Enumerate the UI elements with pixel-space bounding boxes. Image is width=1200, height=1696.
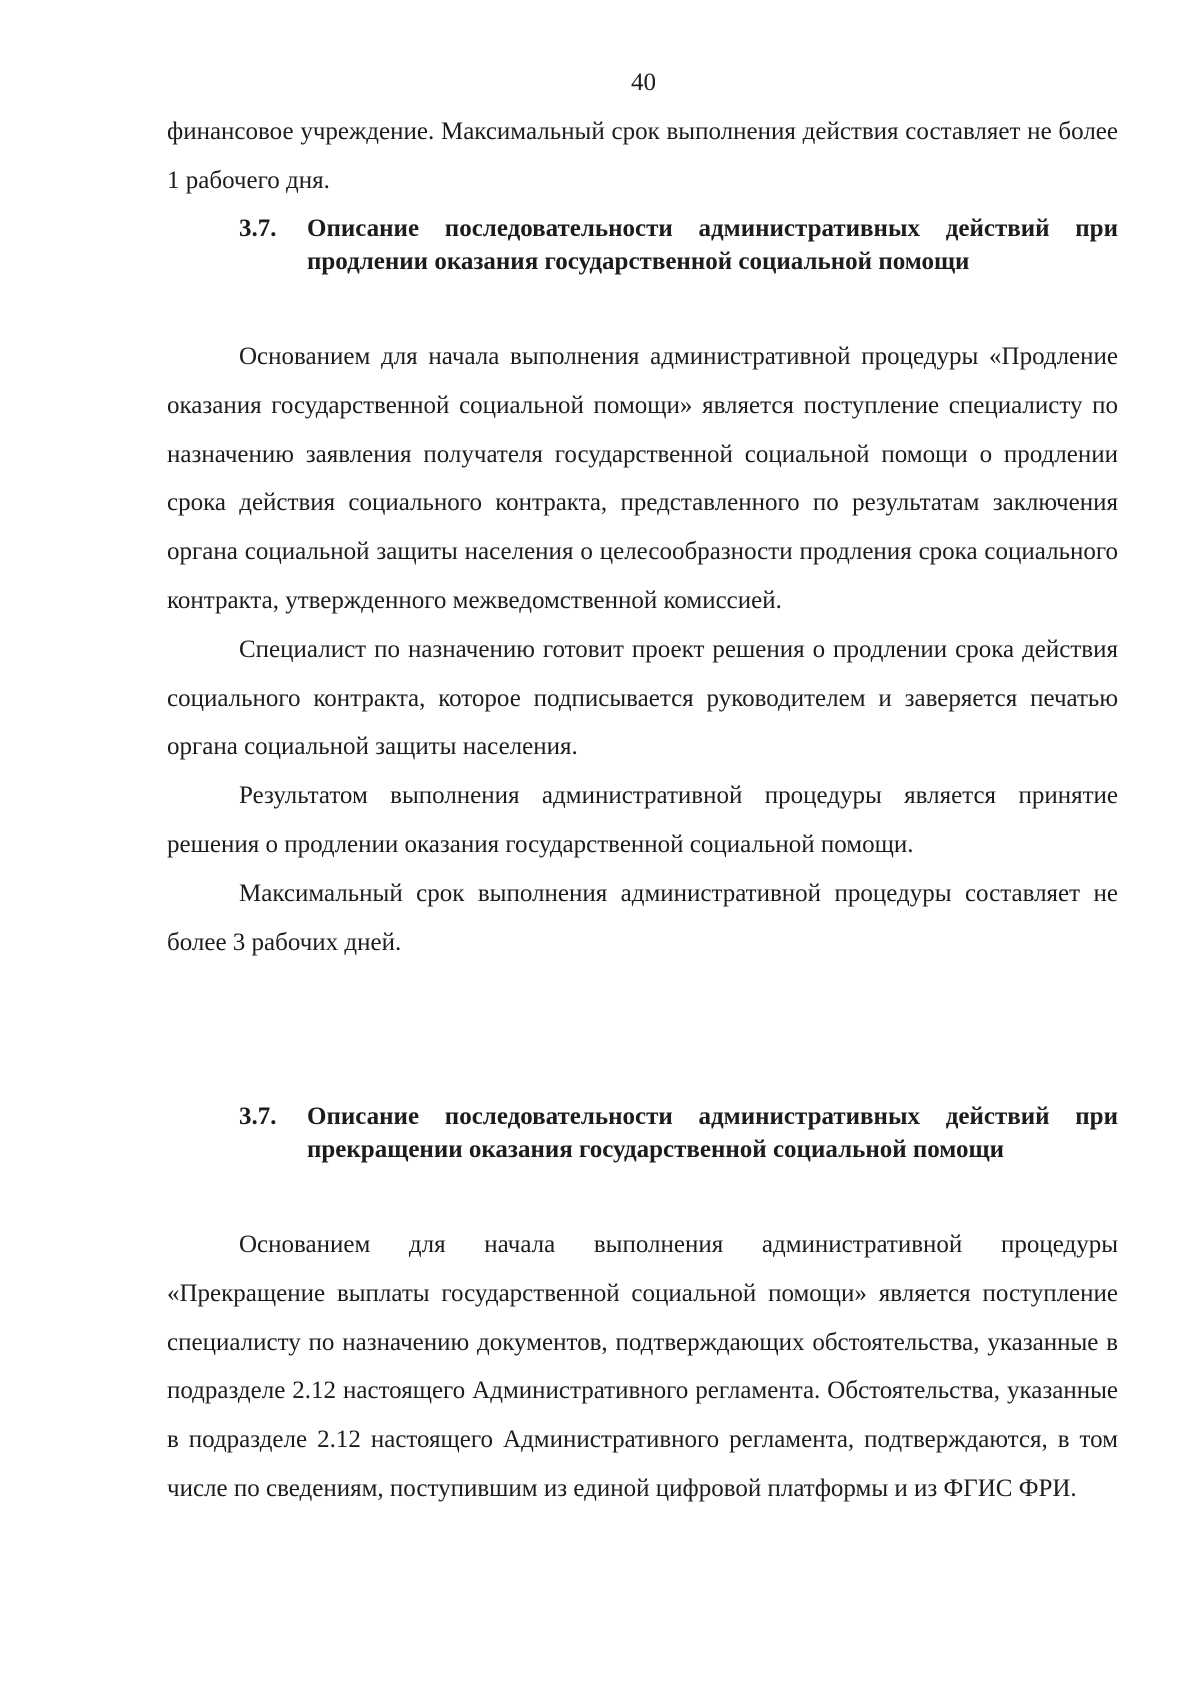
section-number: 3.7. xyxy=(239,215,277,242)
body-paragraph: Основанием для начала выполнения административной процедуры «Продление оказания государственной социальной помощи» является поступление специалисту по назначению заявления получателя государственной социальной помощи о продлении срока действия социального контракта, представленного по результатам заключения органа социальной защиты населения о целесообразности продления срока социального контракта, утвержденного межведомственной комиссией. xyxy=(167,343,1118,614)
section-heading-extension xyxy=(167,213,1118,278)
page-number: 40 xyxy=(631,69,656,96)
body-paragraph: Результатом выполнения административной процедуры является принятие решения о продлении оказания государственной социальной помощи. xyxy=(167,782,1118,858)
section-body-extension xyxy=(167,333,1118,967)
section-heading-termination xyxy=(167,1101,1118,1166)
section-number: 3.7. xyxy=(239,1103,277,1130)
body-paragraph: Максимальный срок выполнения административной процедуры составляет не более 3 рабочих дней. xyxy=(167,879,1118,956)
body-paragraph: Основанием для начала выполнения административной процедуры «Прекращение выплаты государственной социальной помощи» является поступление специалисту по назначению документов, подтверждающих обстоятельства, указанные в подразделе 2.12 настоящего Административного регламента. Обстоятельства, указанные в подразделе 2.12 настоящего Административного регламента, подтверждаются, в том числе по сведениям, поступившим из единой цифровой платформы и из ФГИС ФРИ. xyxy=(167,1231,1118,1502)
continuation-block xyxy=(167,108,1118,206)
section-body-termination xyxy=(167,1221,1118,1514)
body-paragraph: Специалист по назначению готовит проект решения о продлении срока действия социального контракта, которое подписывается руководителем и заверяется печатью органа социальной защиты населения. xyxy=(167,635,1118,761)
section-title: Описание последовательности административных действий при прекращении оказания государственной социальной помощи xyxy=(307,1103,1118,1163)
section-title: Описание последовательности административных действий при продлении оказания государственной социальной помощи xyxy=(307,215,1118,275)
continuation-paragraph: финансовое учреждение. Максимальный срок выполнения действия составляет не более 1 рабочего дня. xyxy=(167,118,1118,194)
